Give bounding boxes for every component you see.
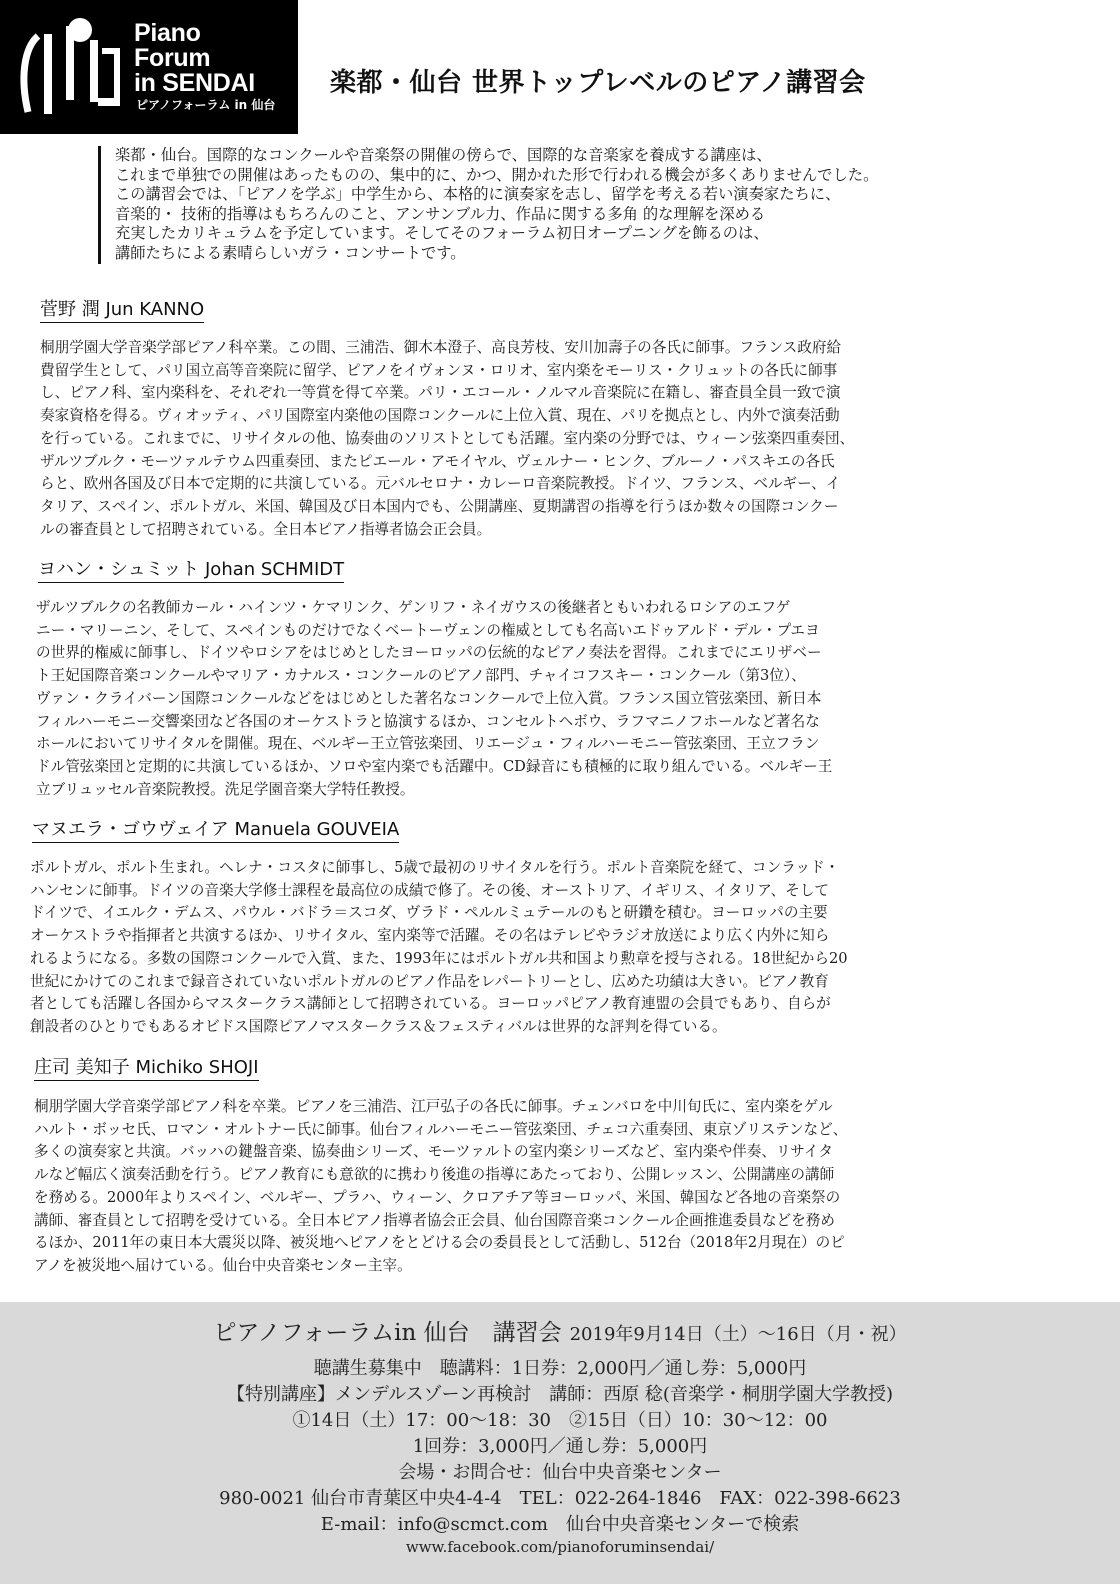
event-title-line	[0, 1314, 1120, 1347]
bio-line: ヴァン・クライバーン国際コンクールなどをはじめとした著名なコンクールで上位入賞。フランス国立管弦楽団、新日本	[36, 689, 822, 707]
profile-bio-gouveia	[30, 857, 1070, 1039]
intro-line: 講師たちによる素晴らしいガラ・コンサートです。	[115, 243, 466, 262]
bio-line: フィルハーモニー交響楽団など各国のオーケストラと協演するほか、コンセルトヘボウ、ラフマニノフホールなど著名な	[36, 712, 820, 730]
bio-line: らと、欧州各国及び日本で定期的に共演している。元バルセロナ・カレーロ音楽院教授。ドイツ、フランス、ベルギー、イ	[40, 475, 841, 493]
profile-name-kanno: 菅野 潤 Jun KANNO	[40, 295, 204, 323]
bio-line: 講師、審査員として招聘を受けている。全日本ピアノ指導者協会正会員、仙台国際音楽コンクール企画推進委員などを務め	[34, 1211, 835, 1229]
bio-line: ニー・マリーニン、そして、スペインものだけでなくベートーヴェンの権威としても名高いエドゥアルド・デル・プエヨ	[36, 621, 820, 639]
event-dates: 2019年9月14日（土）～16日（月・祝）	[569, 1324, 907, 1345]
logo-block	[0, 0, 298, 134]
bio-line: ルなど幅広く演奏活動を行う。ピアノ教育にも意欲的に携わり後進の指導にあたっており、公開レッスン、公開講座の講師	[34, 1166, 835, 1184]
bio-line: れるようになる。多数の国際コンクールで入賞、また、1993年にはポルトガル共和国より勲章を授与される。18世紀から20	[30, 949, 848, 967]
profile-name-schmidt: ヨハン・シュミット Johan SCHMIDT	[38, 555, 344, 583]
special-lecture-schedule: ①14日（土）17：00～18：30 ②15日（日）10：30～12：00	[292, 1410, 828, 1431]
special-lecture: 【特別講座】メンデルスゾーン再検討 講師：西原 稔(音楽学・桐朋学園大学教授)	[227, 1384, 893, 1405]
bio-line: オーケストラや指揮者と共演するほか、リサイタル、室内楽等で活躍。その名はテレビやラジオ放送により広く内外に知ら	[30, 927, 830, 945]
profile-bio-schmidt	[36, 597, 1076, 801]
bio-line: ザルツブルク・モーツァルテウム四重奏団、またピエール・アモイヤル、ヴェルナー・ヒンク、ブルーノ・パスキエの各氏	[40, 452, 835, 470]
bio-line: タリア、スペイン、ポルトガル、米国、韓国及び日本国内でも、公開講座、夏期講習の指導を行うほか数々の国際コンクー	[40, 497, 839, 515]
bio-line: し、ピアノ科、室内楽科を、それぞれ一等賞を得て卒業。パリ・エコール・ノルマル音楽院に在籍し、審査員全員一致で演	[40, 384, 841, 402]
venue-contact: 会場・お問合せ：仙台中央音楽センター	[398, 1462, 722, 1483]
intro-line: 楽都・仙台。国際的なコンクールや音楽祭の開催の傍らで、国際的な音楽家を養成する講座は、	[115, 146, 772, 164]
profile-bio-shoji	[34, 1096, 1074, 1278]
intro-line: これまで単独での開催はあったものの、集中的に、かつ、開かれた形で行われる機会が多くありませんでした。	[115, 165, 879, 184]
bio-line: ルの審査員として招聘されている。全日本ピアノ指導者協会正会員。	[40, 520, 492, 538]
audit-fee: 聴講生募集中 聴講料：1日券：2,000円／通し券：5,000円	[313, 1358, 807, 1379]
facebook-link[interactable]: www.facebook.com/pianoforuminsendai/	[405, 1538, 715, 1556]
special-lecture-fee: 1回券：3,000円／通し券：5,000円	[412, 1436, 708, 1457]
event-title: ピアノフォーラムin 仙台 講習会	[213, 1320, 562, 1346]
bio-line: るほか、2011年の東日本大震災以降、被災地へピアノをとどける会の委員長として活動し、512台（2018年2月現在）のピ	[34, 1234, 845, 1252]
bio-line: 費留学生として、パリ国立高等音楽院に留学、ピアノをイヴォンヌ・ロリオ、室内楽をモーリス・クリュットの各氏に師事	[40, 361, 838, 379]
profile-bio-kanno	[40, 337, 1080, 541]
event-info-box	[0, 1302, 1120, 1584]
bio-line: の世界的権威に師事し、ドイツやロシアをはじめとしたヨーロッパの伝統的なピアノ奏法を習得。これまでにエリザベー	[36, 644, 822, 662]
page-headline: 楽都・仙台 世界トップレベルのピアノ講習会	[330, 68, 866, 98]
logo-subtitle: ピアノフォーラム in 仙台	[136, 98, 276, 112]
bio-line: 世紀にかけてのこれまで録音されていないポルトガルのピアノ作品をレパートリーとし、広めた功績は大きい。ピアノ教育	[30, 972, 829, 990]
logo-title-line3: in SENDAI	[134, 69, 255, 97]
bio-line: 立ブリュッセル音楽院教授。洗足学園音楽大学特任教授。	[36, 780, 415, 798]
bio-line: ト王妃国際音楽コンクールやマリア・カナルス・コンクールのピアノ部門、チャイコフスキー・コンクール（第3位）、	[36, 667, 806, 685]
bio-line: ドイツで、イエルク・デムス、パウル・バドラ＝スコダ、ヴラド・ペルルミュテールのもと研鑽を積む。ヨーロッパの主要	[30, 904, 828, 922]
bio-line: ドル管弦楽団と定期的に共演しているほか、ソロや室内楽でも活躍中。CD録音にも積極的に取り組んでいる。ベルギー王	[36, 757, 833, 775]
bio-line: ハルト・ボッセ氏、ロマン・オルトナー氏に師事。仙台フィルハーモニー管弦楽団、チェコ六重奏団、東京ゾリステンなど、	[34, 1120, 848, 1138]
bio-line: を務める。2000年よりスペイン、ベルギー、プラハ、ウィーン、クロアチア等ヨーロッパ、米国、韓国など各地の音楽祭の	[34, 1188, 841, 1206]
intro-line: 音楽的・ 技術的指導はもちろんのこと、アンサンブル力、作品に関する多角 的な理解を深める	[115, 204, 766, 223]
bio-line: 桐朋学園大学音楽学部ピアノ科卒業。この間、三浦浩、御木本澄子、高良芳枝、安川加壽子の各氏に師事。フランス政府給	[40, 339, 842, 356]
bio-line: アノを被災地へ届けている。仙台中央音楽センター主宰。	[34, 1256, 412, 1274]
bio-line: ハンセンに師事。ドイツの音楽大学修士課程を最高位の成績で修了。その後、オーストリア、イギリス、イタリア、そして	[30, 881, 830, 899]
bio-line: 奏家資格を得る。ヴィオッティ、パリ国際室内楽他の国際コンクールに上位入賞、現在、パリを拠点とし、内外で演奏活動	[40, 407, 840, 425]
profile-name-gouveia: マヌエラ・ゴウヴェイア Manuela GOUVEIA	[32, 815, 399, 843]
piano-forum-logo-icon	[18, 18, 126, 114]
profile-name-shoji: 庄司 美知子 Michiko SHOJI	[34, 1053, 259, 1081]
intro-paragraph	[98, 146, 1115, 264]
bio-line: 創設者のひとりでもあるオビドス国際ピアノマスタークラス＆フェスティバルは世界的な評判を得ている。	[30, 1017, 727, 1035]
logo-title-line2: Forum	[134, 44, 211, 72]
logo-title-line1: Piano	[134, 19, 201, 47]
address-phone-fax: 980-0021 仙台市青葉区中央4-4-4 TEL：022-264-1846 FAX：022-398-6623	[219, 1488, 901, 1509]
email-line: E-mail：info@scmct.com 仙台中央音楽センターで検索	[320, 1514, 800, 1535]
bio-line: 多くの演奏家と共演。バッハの鍵盤音楽、協奏曲シリーズ、モーツァルトの室内楽シリーズなど、室内楽や伴奏、リサイタ	[34, 1143, 834, 1161]
bio-line: を行っている。これまでに、リサイタルの他、協奏曲のソリストとしても活躍。室内楽の分野では、ウィーン弦楽四重奏団、	[40, 429, 855, 447]
bio-line: 桐朋学園大学音楽学部ピアノ科を卒業。ピアノを三浦浩、江戸弘子の各氏に師事。チェンバロを中川旬氏に、室内楽をゲル	[34, 1098, 833, 1115]
bio-line: 者としても活躍し各国からマスタークラス講師として招聘されている。ヨーロッパピアノ教育連盟の会員でもあり、自らが	[30, 995, 831, 1013]
intro-line: この講習会では、「ピアノを学ぶ」中学生から、本格的に演奏家を志し、留学を考える若い演奏家たちに、	[115, 185, 841, 204]
bio-line: ポルトガル、ポルト生まれ。ヘレナ・コスタに師事し、5歳で最初のリサイタルを行う。ポルト音楽院を経て、コンラッド・	[30, 859, 840, 876]
bio-line: ホールにおいてリサイタルを開催。現在、ベルギー王立管弦楽団、リエージュ・フィルハーモニー管弦楽団、王立フラン	[36, 735, 820, 753]
bio-line: ザルツブルクの名教師カール・ハインツ・ケマリンク、ゲンリフ・ネイガウスの後継者ともいわれるロシアのエフゲ	[36, 599, 791, 616]
intro-line: 充実したカリキュラムを予定しています。そしてそのフォーラム初日オープニングを飾るのは、	[115, 224, 769, 243]
